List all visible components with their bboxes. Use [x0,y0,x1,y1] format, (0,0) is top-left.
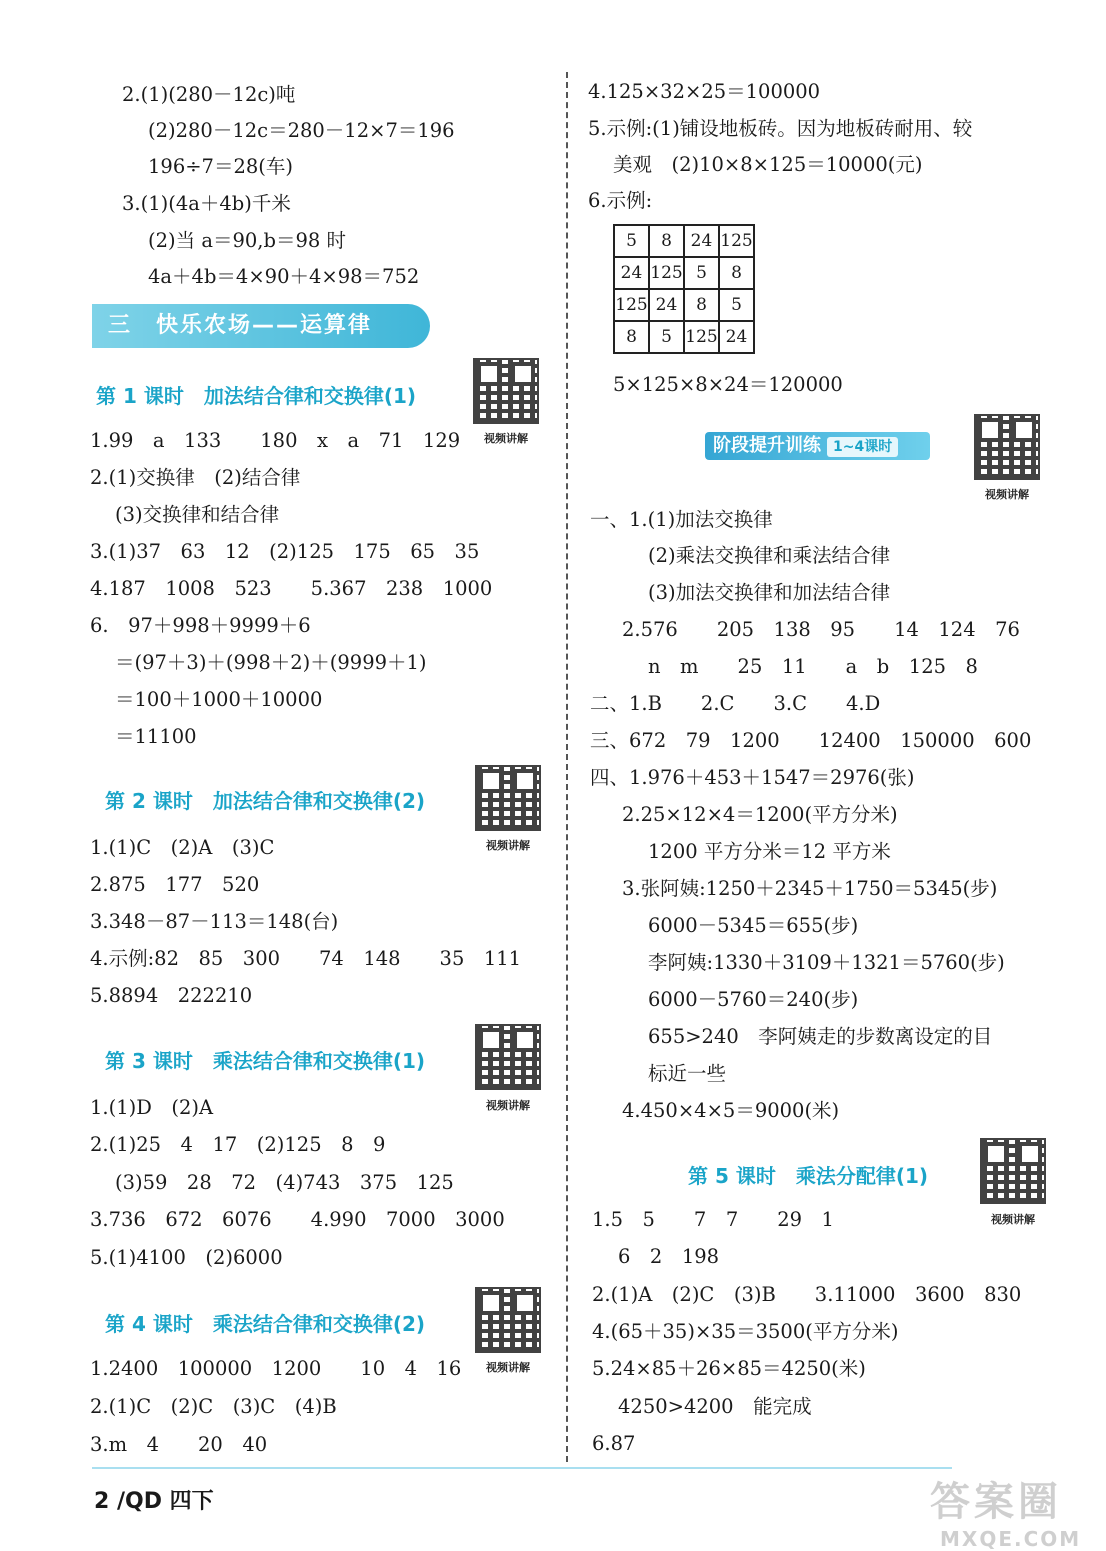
answer-line: 1.2400 100000 1200 10 4 16 [90,1357,462,1380]
answer-line: (3)加法交换律和加法结合律 [648,581,891,604]
qr-label: 视频讲解 [486,1361,530,1374]
grid-cell: 125 [614,289,649,321]
answer-line: n m 25 11 a b 125 8 [648,655,978,678]
answer-line: 1.5 5 7 7 29 1 [592,1208,834,1231]
lesson-title: 第 1 课时 加法结合律和交换律(1) [96,384,417,408]
answer-line: 1.99 a 133 180 x a 71 129 [90,429,461,452]
answer-line: 4250>4200 能完成 [618,1395,812,1418]
answer-line: 3.736 672 6076 4.990 7000 3000 [90,1208,505,1231]
watermark [930,1470,1081,1551]
answer-line: 4.187 1008 523 5.367 238 1000 [90,577,493,600]
answer-line: 5×125×8×24＝120000 [613,373,843,396]
grid-cell: 5 [719,289,754,321]
answer-line: 2.576 205 138 95 14 124 76 [622,618,1020,641]
answer-line: 4.450×4×5＝9000(米) [622,1099,840,1122]
answer-line: 2.25×12×4＝1200(平方分米) [622,803,898,826]
answer-line: 5.24×85＋26×85＝4250(米) [592,1357,866,1380]
answer-line: 2.(1)交换律 (2)结合律 [90,466,301,489]
answer-line: 一、1.(1)加法交换律 [590,508,773,531]
qr-code-icon[interactable] [980,1138,1046,1204]
qr-code-icon[interactable] [475,765,541,831]
answer-line: 标近一些 [648,1062,727,1085]
grid-cell: 125 [719,225,754,257]
answer-line: 3.张阿姨:1250＋2345＋1750＝5345(步) [622,877,998,900]
answer-line: 2.(1)A (2)C (3)B 3.11000 3600 830 [592,1283,1022,1306]
answer-line: 2.(1)(280－12c)吨 [122,83,296,106]
qr-label: 视频讲解 [985,488,1029,501]
stage-title: 阶段提升训练 [713,435,821,456]
answer-line: 3.(1)37 63 12 (2)125 175 65 35 [90,540,480,563]
answer-line: 6 2 198 [618,1245,720,1268]
answer-line: 5.8894 222210 [90,984,253,1007]
column-divider [566,72,568,1462]
answer-line: 1200 平方分米＝12 平方米 [648,840,891,863]
stage-training-banner [705,432,930,460]
grid-cell: 5 [614,225,649,257]
answer-line: 196÷7＝28(车) [148,155,293,178]
qr-code-icon[interactable] [475,1024,541,1090]
answer-line: 6.示例: [588,189,653,212]
answer-line: ＝100＋1000＋10000 [115,688,323,711]
answer-line: 3.m 4 20 40 [90,1433,268,1456]
answer-line: 三、672 79 1200 12400 150000 600 [590,729,1032,752]
grid-cell: 24 [649,289,684,321]
answer-line: 2.(1)25 4 17 (2)125 8 9 [90,1133,386,1156]
magic-grid [613,224,755,354]
watermark-main: 答案圈 [930,1479,1062,1525]
answer-line: (2)280－12c＝280－12×7＝196 [148,119,455,142]
answer-line: 4.(65＋35)×35＝3500(平方分米) [592,1320,899,1343]
page-footer: 2 /QD 四下 [94,1489,214,1514]
answer-line: 2.875 177 520 [90,873,260,896]
answer-line: 3.348－87－113＝148(台) [90,910,339,933]
grid-cell: 8 [719,257,754,289]
answer-line: 655>240 李阿姨走的步数离设定的目 [648,1025,993,1048]
answer-line: ＝(97＋3)＋(998＋2)＋(9999＋1) [115,651,427,674]
answer-line: 四、1.976＋453＋1547＝2976(张) [590,766,915,789]
answer-line: (2)乘法交换律和乘法结合律 [648,544,891,567]
answer-line: 1.(1)D (2)A [90,1096,214,1119]
grid-cell: 125 [684,321,719,353]
answer-line: 二、1.B 2.C 3.C 4.D [590,692,881,715]
grid-cell: 5 [649,321,684,353]
answer-line: 1.(1)C (2)A (3)C [90,836,275,859]
answer-line: 6000－5760＝240(步) [648,988,859,1011]
lesson-title: 第 2 课时 加法结合律和交换律(2) [105,789,426,813]
grid-cell: 24 [719,321,754,353]
answer-line: 美观 (2)10×8×125＝10000(元) [613,153,923,176]
qr-code-icon[interactable] [974,414,1040,480]
lesson-title: 第 3 课时 乘法结合律和交换律(1) [105,1049,426,1073]
answer-line: 3.(1)(4a＋4b)千米 [122,192,291,215]
answer-line: (2)当 a＝90,b＝98 时 [148,229,346,252]
answer-line: 6. 97＋998＋9999＋6 [90,614,311,637]
answer-line: 4.125×32×25＝100000 [588,80,821,103]
lesson-title: 第 5 课时 乘法分配律(1) [688,1164,929,1188]
answer-line: 2.(1)C (2)C (3)C (4)B [90,1395,337,1418]
answer-line: 5.示例:(1)铺设地板砖。因为地板砖耐用、较 [588,117,973,140]
answer-line: (3)59 28 72 (4)743 375 125 [115,1171,454,1194]
qr-code-icon[interactable] [473,358,539,424]
qr-label: 视频讲解 [486,1099,530,1112]
answer-line: 李阿姨:1330＋3109＋1321＝5760(步) [648,951,1005,974]
answer-line: (3)交换律和结合律 [115,503,280,526]
qr-label: 视频讲解 [486,839,530,852]
answer-line: 5.(1)4100 (2)6000 [90,1246,283,1269]
grid-cell: 8 [614,321,649,353]
grid-cell: 24 [684,225,719,257]
grid-cell: 5 [684,257,719,289]
answer-line: 6.87 [592,1432,636,1455]
grid-cell: 125 [649,257,684,289]
qr-label: 视频讲解 [991,1213,1035,1226]
answer-line: 6000－5345＝655(步) [648,914,859,937]
unit-title-banner: 三 快乐农场——运算律 [92,304,430,348]
footer-rule [92,1467,952,1469]
grid-cell: 8 [684,289,719,321]
qr-label: 视频讲解 [484,432,528,445]
grid-cell: 24 [614,257,649,289]
lesson-title: 第 4 课时 乘法结合律和交换律(2) [105,1312,426,1336]
stage-subtitle: 1~4课时 [827,437,898,457]
qr-code-icon[interactable] [475,1287,541,1353]
grid-cell: 8 [649,225,684,257]
answer-line: 4a＋4b＝4×90＋4×98＝752 [148,265,420,288]
watermark-sub: MXQE.COM [940,1527,1082,1551]
answer-line: 4.示例:82 85 300 74 148 35 111 [90,947,522,970]
answer-line: ＝11100 [115,725,197,748]
